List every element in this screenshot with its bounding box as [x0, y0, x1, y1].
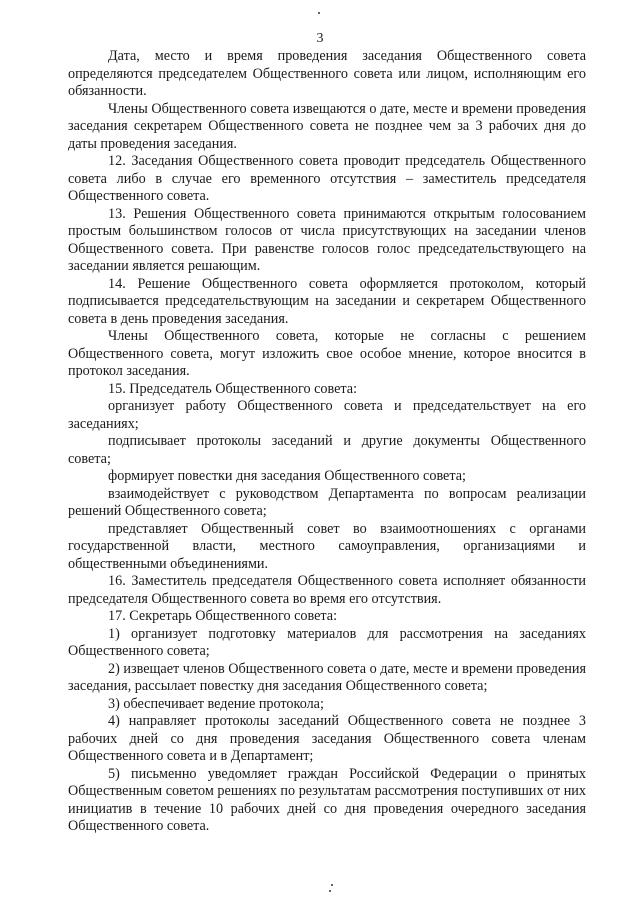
paragraph: 17. Секретарь Общественного совета:: [108, 608, 338, 624]
paragraph: Члены Общественного совета извещаются о дате, месте и времени проведения заседания секретарем Общественного совета не позднее чем за 3 рабочих дня до даты проведения заседания.: [68, 100, 586, 152]
paragraph: 4) направляет протоколы заседаний Общественного совета не позднее 3 рабочих дней со дня проведения заседания Общественного совета членам Общественного совета и в Департамент;: [68, 713, 586, 764]
scan-speck: [318, 12, 320, 14]
paragraph: Дата, место и время проведения заседания Общественного совета определяются председателем Общественного совета или лицом, исполняющим его обязанности.: [68, 48, 586, 99]
paragraph: 2) извещает членов Общественного совета о дате, месте и времени проведения заседания, рассылает повестку дня заседания Общественного совета;: [68, 660, 586, 694]
document-body: [68, 48, 586, 836]
scan-speck: [331, 884, 333, 886]
paragraph: подписывает протоколы заседаний и другие документы Общественного совета;: [68, 433, 586, 467]
paragraph: 16. Заместитель председателя Общественного совета исполняет обязанности председателя Общественного совета во время его отсутствия.: [68, 573, 586, 607]
paragraph: 1) организует подготовку материалов для рассмотрения на заседаниях Общественного совета;: [68, 625, 586, 659]
paragraph: 14. Решение Общественного совета оформляется протоколом, который подписывается председательствующим на заседании и секретарем Общественного совета в день проведения заседания.: [68, 275, 586, 327]
paragraph: 12. Заседания Общественного совета проводит председатель Общественного совета либо в случае его временного отсутствия – заместитель председателя Общественного совета.: [68, 153, 586, 204]
paragraph: организует работу Общественного совета и председательствует на его заседаниях;: [68, 398, 586, 432]
paragraph: 13. Решения Общественного совета принимаются открытым голосованием простым большинством голосов от числа присутствующих на заседании членов Общественного совета. При равенстве голосов голос председательствующего на заседании является решающим.: [68, 205, 586, 274]
paragraph: взаимодействует с руководством Департамента по вопросам реализации решений Общественного совета;: [68, 485, 586, 519]
paragraph: представляет Общественный совет во взаимоотношениях с органами государственной власти, местного самоуправления, организациями и общественными объединениями.: [68, 520, 586, 572]
paragraph: Члены Общественного совета, которые не согласны с решением Общественного совета, могут изложить свое особое мнение, которое вносится в протокол заседания.: [68, 328, 586, 379]
paragraph: 5) письменно уведомляет граждан Российской Федерации о принятых Общественным советом решениях по результатам рассмотрения поступивших от них инициатив в течение 10 рабочих дней со дня проведения очередного заседания Общественного совета.: [68, 765, 586, 834]
paragraph: 3) обеспечивает ведение протокола;: [108, 695, 324, 712]
page-number: 3: [316, 31, 324, 46]
paragraph: 15. Председатель Общественного совета:: [108, 380, 358, 397]
scan-speck: [329, 890, 331, 892]
paragraph: формирует повестки дня заседания Общественного совета;: [108, 468, 466, 484]
